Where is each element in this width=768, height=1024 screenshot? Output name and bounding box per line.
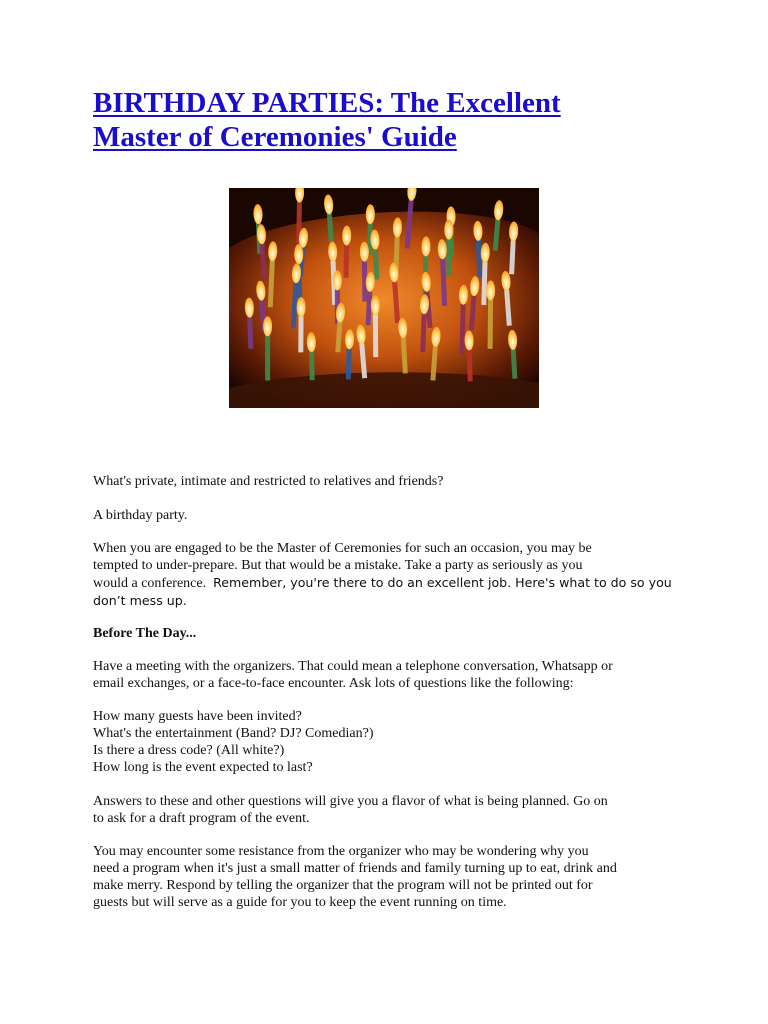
question-list (93, 708, 693, 776)
list-item: How many guests have been invited? (93, 709, 302, 724)
candles-illustration (229, 188, 539, 408)
paragraph-resistance (93, 843, 693, 911)
paragraph-line-part: would a conference. (93, 576, 207, 591)
paragraph-line: tempted to under-prepare. But that would be a mistake. Take a party as seriously as you (93, 558, 583, 573)
list-item: How long is the event expected to last? (93, 760, 313, 775)
paragraph-line: Have a meeting with the organizers. That could mean a telephone conversation, Whatsapp or (93, 659, 613, 674)
paragraph-line: guests but will serve as a guide for you to keep the event running on time. (93, 895, 507, 910)
paragraph-line: When you are engaged to be the Master of Ceremonies for such an occasion, you may be (93, 541, 592, 556)
paragraph-question (93, 473, 693, 490)
page-title (93, 86, 713, 154)
paragraph-answer (93, 507, 693, 524)
paragraph-line: don’t mess up. (93, 593, 187, 608)
paragraph-line (93, 574, 693, 592)
paragraph-meeting (93, 658, 693, 692)
paragraph-text: A birthday party. (93, 508, 188, 523)
paragraph-line: to ask for a draft program of the event. (93, 811, 310, 826)
paragraph-text: What's private, intimate and restricted to relatives and friends? (93, 474, 444, 489)
list-item: Is there a dress code? (All white?) (93, 743, 285, 758)
paragraph-intro (93, 540, 693, 609)
section-heading-before-the-day (93, 625, 693, 642)
paragraph-line-part: Remember, you're there to do an excellent job. Here's what to do so you (213, 575, 672, 590)
heading-text: Before The Day... (93, 626, 197, 641)
paragraph-line: Answers to these and other questions will give you a flavor of what is being planned. Go on (93, 794, 608, 809)
birthday-cake-photo (229, 188, 539, 408)
paragraph-line: need a program when it's just a small matter of friends and family turning up to eat, drink and (93, 861, 617, 876)
list-item: What's the entertainment (Band? DJ? Comedian?) (93, 726, 374, 741)
paragraph-answers (93, 793, 693, 827)
title-line-1: BIRTHDAY PARTIES: The Excellent (93, 87, 561, 119)
paragraph-line: email exchanges, or a face-to-face encounter. Ask lots of questions like the following: (93, 676, 574, 691)
title-line-2: Master of Ceremonies' Guide (93, 121, 457, 153)
title-link[interactable] (93, 87, 561, 153)
paragraph-line: You may encounter some resistance from the organizer who may be wondering why you (93, 844, 589, 859)
paragraph-line: make merry. Respond by telling the organizer that the program will not be printed out for (93, 878, 593, 893)
